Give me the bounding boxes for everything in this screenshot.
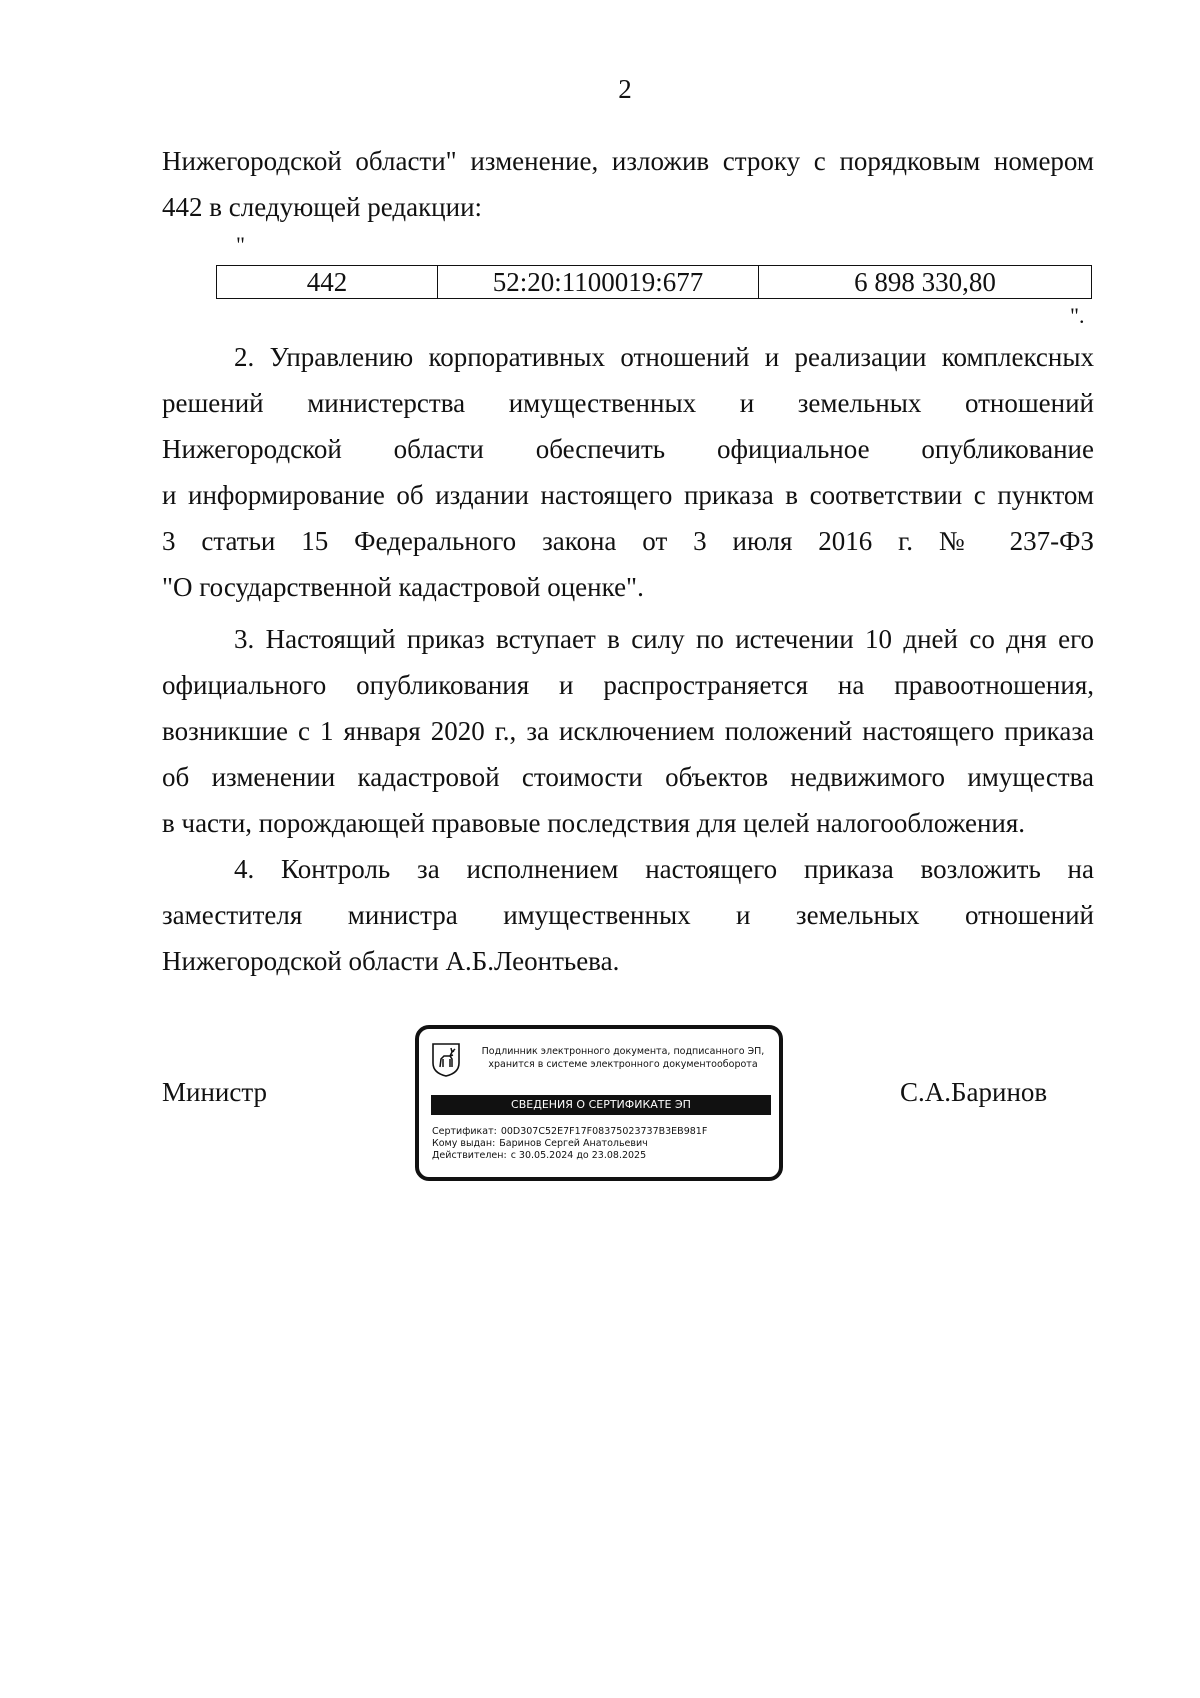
- cadastral-value-cell: 6 898 330,80: [759, 266, 1092, 299]
- certificate-value: 00D307C52E7F17F08375023737B3EB981F: [500, 1126, 708, 1137]
- stamp-header: СВЕДЕНИЯ О СЕРТИФИКАТЕ ЭП: [431, 1095, 771, 1115]
- certificate-details: [432, 1126, 711, 1162]
- validity-row: [432, 1150, 711, 1162]
- paragraph-3-line: об изменении кадастровой стоимости объектов недвижимого имущества: [162, 762, 1094, 792]
- paragraph-4-line: Нижегородской области А.Б.Леонтьева.: [162, 946, 620, 976]
- issued-to-row: [432, 1138, 711, 1150]
- certificate-label: Сертификат:: [432, 1126, 497, 1137]
- paragraph-2-line: 3 статьи 15 Федерального закона от 3 июля 2016 г. № 237-ФЗ: [162, 526, 1094, 556]
- paragraph-2-line: 2. Управлению корпоративных отношений и реализации комплексных: [234, 342, 1094, 372]
- issued-to-value: Баринов Сергей Анатольевич: [499, 1138, 648, 1149]
- paragraph-4-line: 4. Контроль за исполнением настоящего приказа возложить на: [234, 854, 1094, 884]
- e-signature-stamp: [415, 1025, 783, 1181]
- paragraph-3-line: официального опубликования и распространяется на правоотношения,: [162, 670, 1094, 700]
- closing-quote: ".: [1070, 303, 1085, 328]
- cadastral-value-table: [216, 265, 1092, 299]
- paragraph-2-line: "О государственной кадастровой оценке".: [162, 572, 644, 602]
- paragraph-3-line: возникшие с 1 января 2020 г., за исключением положений настоящего приказа: [162, 716, 1094, 746]
- paragraph-2-line: и информирование об издании настоящего приказа в соответствии с пунктом: [162, 480, 1094, 510]
- certificate-row: [432, 1126, 711, 1138]
- paragraph-3-line: в части, порождающей правовые последствия для целей налогообложения.: [162, 808, 1026, 838]
- paragraph-3-line: 3. Настоящий приказ вступает в силу по истечении 10 дней со дня его: [234, 624, 1094, 654]
- signatory-name: С.А.Баринов: [900, 1077, 1048, 1107]
- intro-line-2: 442 в следующей редакции:: [162, 192, 483, 222]
- opening-quote: ": [236, 232, 245, 257]
- signatory-position: Министр: [162, 1077, 267, 1107]
- deer-emblem-icon: [432, 1043, 460, 1077]
- stamp-note-line: Подлинник электронного документа, подписанного ЭП,: [481, 1046, 765, 1057]
- paragraph-4-line: заместителя министра имущественных и земельных отношений: [162, 900, 1094, 930]
- stamp-note-line: хранится в системе электронного документооборота: [488, 1059, 758, 1070]
- issued-to-label: Кому выдан:: [432, 1138, 496, 1149]
- row-number-cell: 442: [217, 266, 438, 299]
- paragraph-2-line: решений министерства имущественных и земельных отношений: [162, 388, 1094, 418]
- stamp-note: [467, 1045, 779, 1071]
- page-number: 2: [618, 74, 632, 104]
- validity-value: с 30.05.2024 до 23.08.2025: [510, 1150, 647, 1161]
- cadastral-number-cell: 52:20:1100019:677: [438, 266, 759, 299]
- validity-label: Действителен:: [432, 1150, 507, 1161]
- intro-line-1: Нижегородской области" изменение, изложив строку с порядковым номером: [162, 146, 1094, 176]
- table-row: [217, 266, 1092, 299]
- paragraph-2-line: Нижегородской области обеспечить официальное опубликование: [162, 434, 1094, 464]
